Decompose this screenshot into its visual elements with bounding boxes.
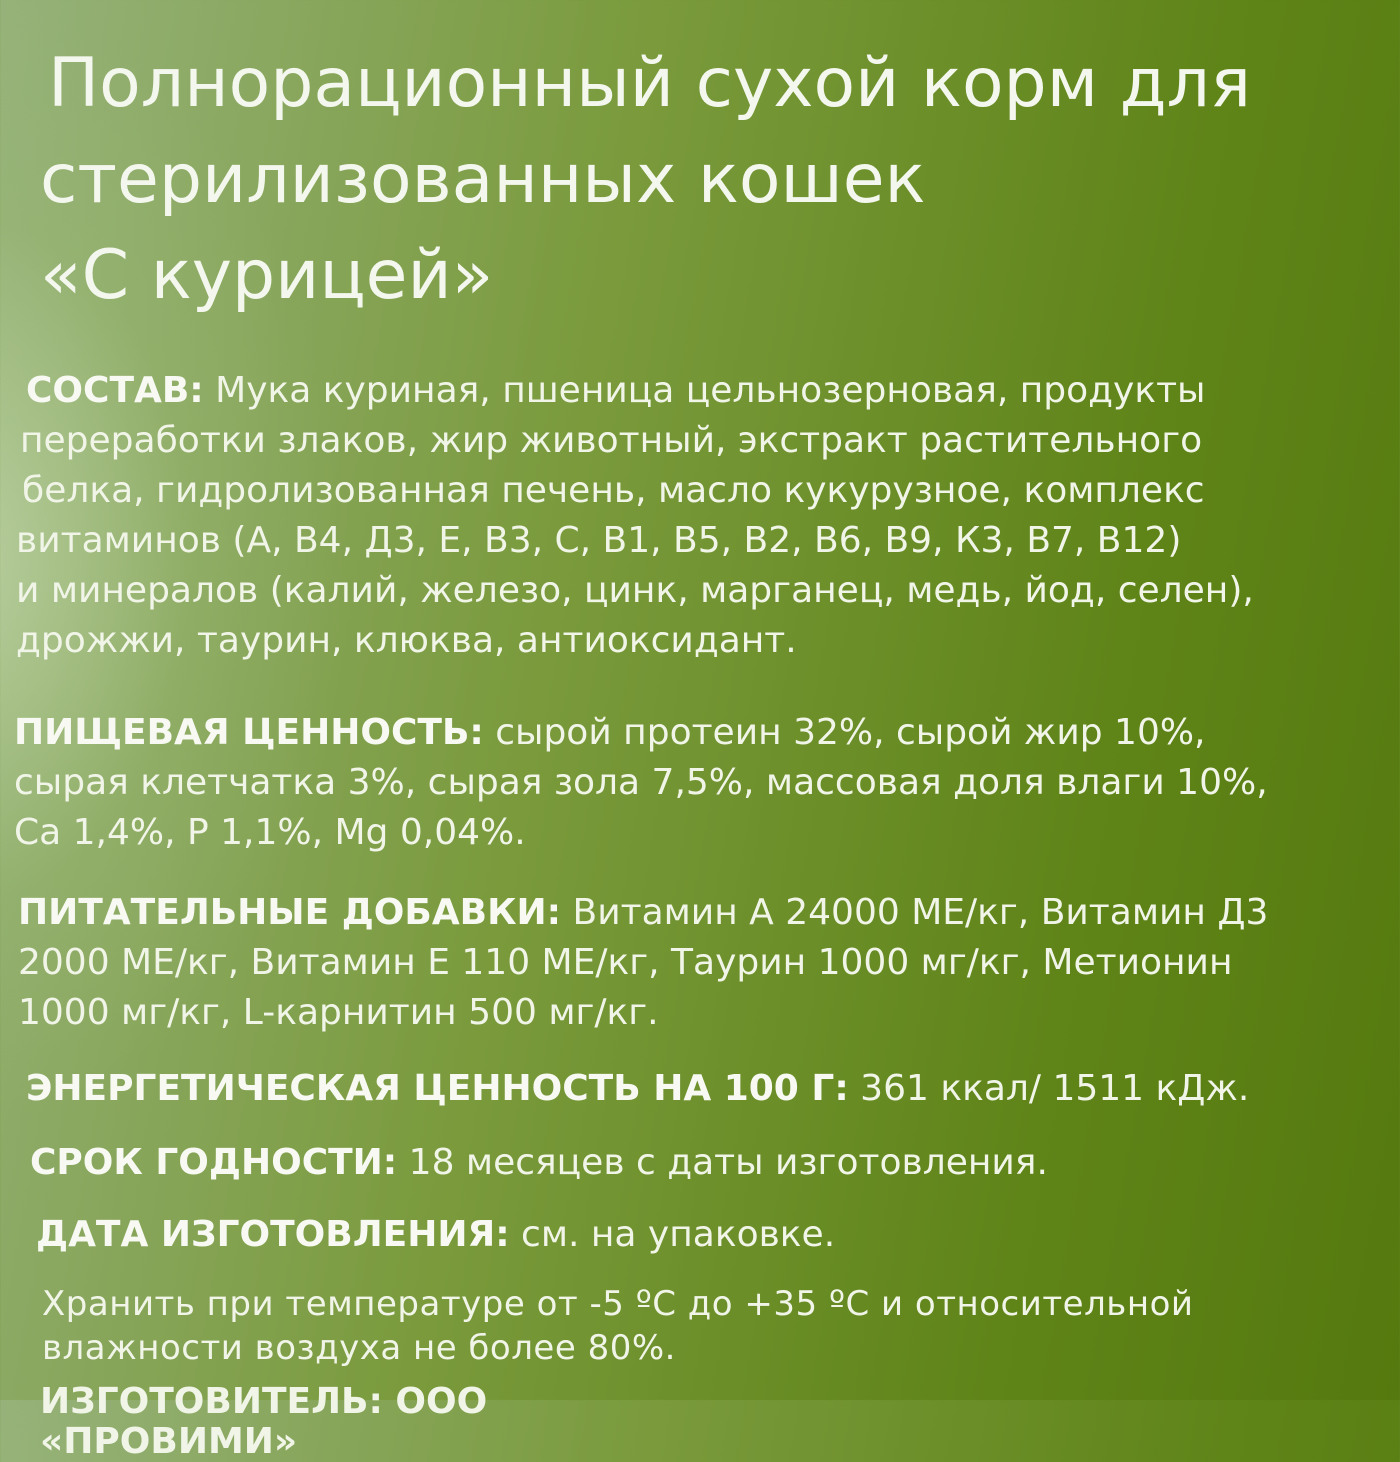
- composition-line: [26, 366, 1254, 416]
- energy-section: [26, 1064, 1249, 1114]
- title-line-3: «С курицей»: [40, 236, 494, 315]
- manufacture-date-section: [36, 1210, 835, 1260]
- manufacture-date-line: [36, 1210, 835, 1260]
- composition-line: и минералов (калий, железо, цинк, марганец, медь, йод, селен),: [16, 570, 1254, 611]
- additives-text: Витамин А 24000 МЕ/кг, Витамин Д3: [561, 892, 1269, 933]
- nutrition-section: [14, 708, 1268, 858]
- nutrition-line: Са 1,4%, Р 1,1%, Mg 0,04%.: [14, 812, 526, 853]
- composition-text: Мука куриная, пшеница цельнозерновая, продукты: [203, 370, 1206, 411]
- storage-line: влажности воздуха не более 80%.: [42, 1328, 676, 1368]
- additives-section: [18, 888, 1268, 1038]
- composition-label: СОСТАВ:: [26, 370, 204, 411]
- title-line-1: Полнорационный сухой корм для: [48, 44, 1252, 123]
- energy-value: 361 ккал/ 1511 кДж.: [848, 1068, 1250, 1109]
- title-line-2: стерилизованных кошек: [40, 140, 926, 219]
- shelf-life-label: СРОК ГОДНОСТИ:: [30, 1142, 398, 1183]
- nutrition-text: сырой протеин 32%, сырой жир 10%,: [483, 712, 1206, 753]
- additives-line: 1000 мг/кг, L-карнитин 500 мг/кг.: [18, 992, 659, 1033]
- shelf-life-value: 18 месяцев с даты изготовления.: [397, 1142, 1048, 1183]
- footer-cut-text: ИЗГОТОВИТЕЛЬ: ООО «ПРОВИМИ»: [40, 1381, 488, 1462]
- nutrition-line: сырая клетчатка 3%, сырая зола 7,5%, массовая доля влаги 10%,: [14, 762, 1268, 803]
- footer-cut-line: [40, 1381, 560, 1462]
- composition-line: переработки злаков, жир животный, экстракт растительного: [20, 420, 1203, 461]
- storage-section: [42, 1282, 1193, 1370]
- shelf-life-line: [30, 1138, 1048, 1188]
- additives-label: ПИТАТЕЛЬНЫЕ ДОБАВКИ:: [18, 892, 562, 933]
- energy-line: [26, 1064, 1249, 1114]
- storage-line: Хранить при температуре от -5 ºС до +35 ºС и относительной: [42, 1284, 1194, 1324]
- composition-line: дрожжи, таурин, клюква, антиоксидант.: [16, 620, 797, 661]
- nutrition-line: [14, 708, 1268, 758]
- additives-line: 2000 МЕ/кг, Витамин Е 110 МЕ/кг, Таурин 1000 мг/кг, Метионин: [18, 942, 1233, 983]
- manufacture-date-value: см. на упаковке.: [509, 1214, 836, 1255]
- composition-section: [16, 366, 1254, 666]
- additives-line: [18, 888, 1268, 938]
- manufacture-date-label: ДАТА ИЗГОТОВЛЕНИЯ:: [36, 1214, 510, 1255]
- shelf-life-section: [30, 1138, 1048, 1188]
- product-title: [40, 36, 1370, 324]
- nutrition-label: ПИЩЕВАЯ ЦЕННОСТЬ:: [14, 712, 484, 753]
- energy-label: ЭНЕРГЕТИЧЕСКАЯ ЦЕННОСТЬ НА 100 Г:: [26, 1068, 849, 1109]
- composition-line: витаминов (А, В4, Д3, Е, В3, С, В1, В5, В2, В6, В9, К3, В7, В12): [16, 520, 1182, 561]
- composition-line: белка, гидролизованная печень, масло кукурузное, комплекс: [22, 470, 1205, 511]
